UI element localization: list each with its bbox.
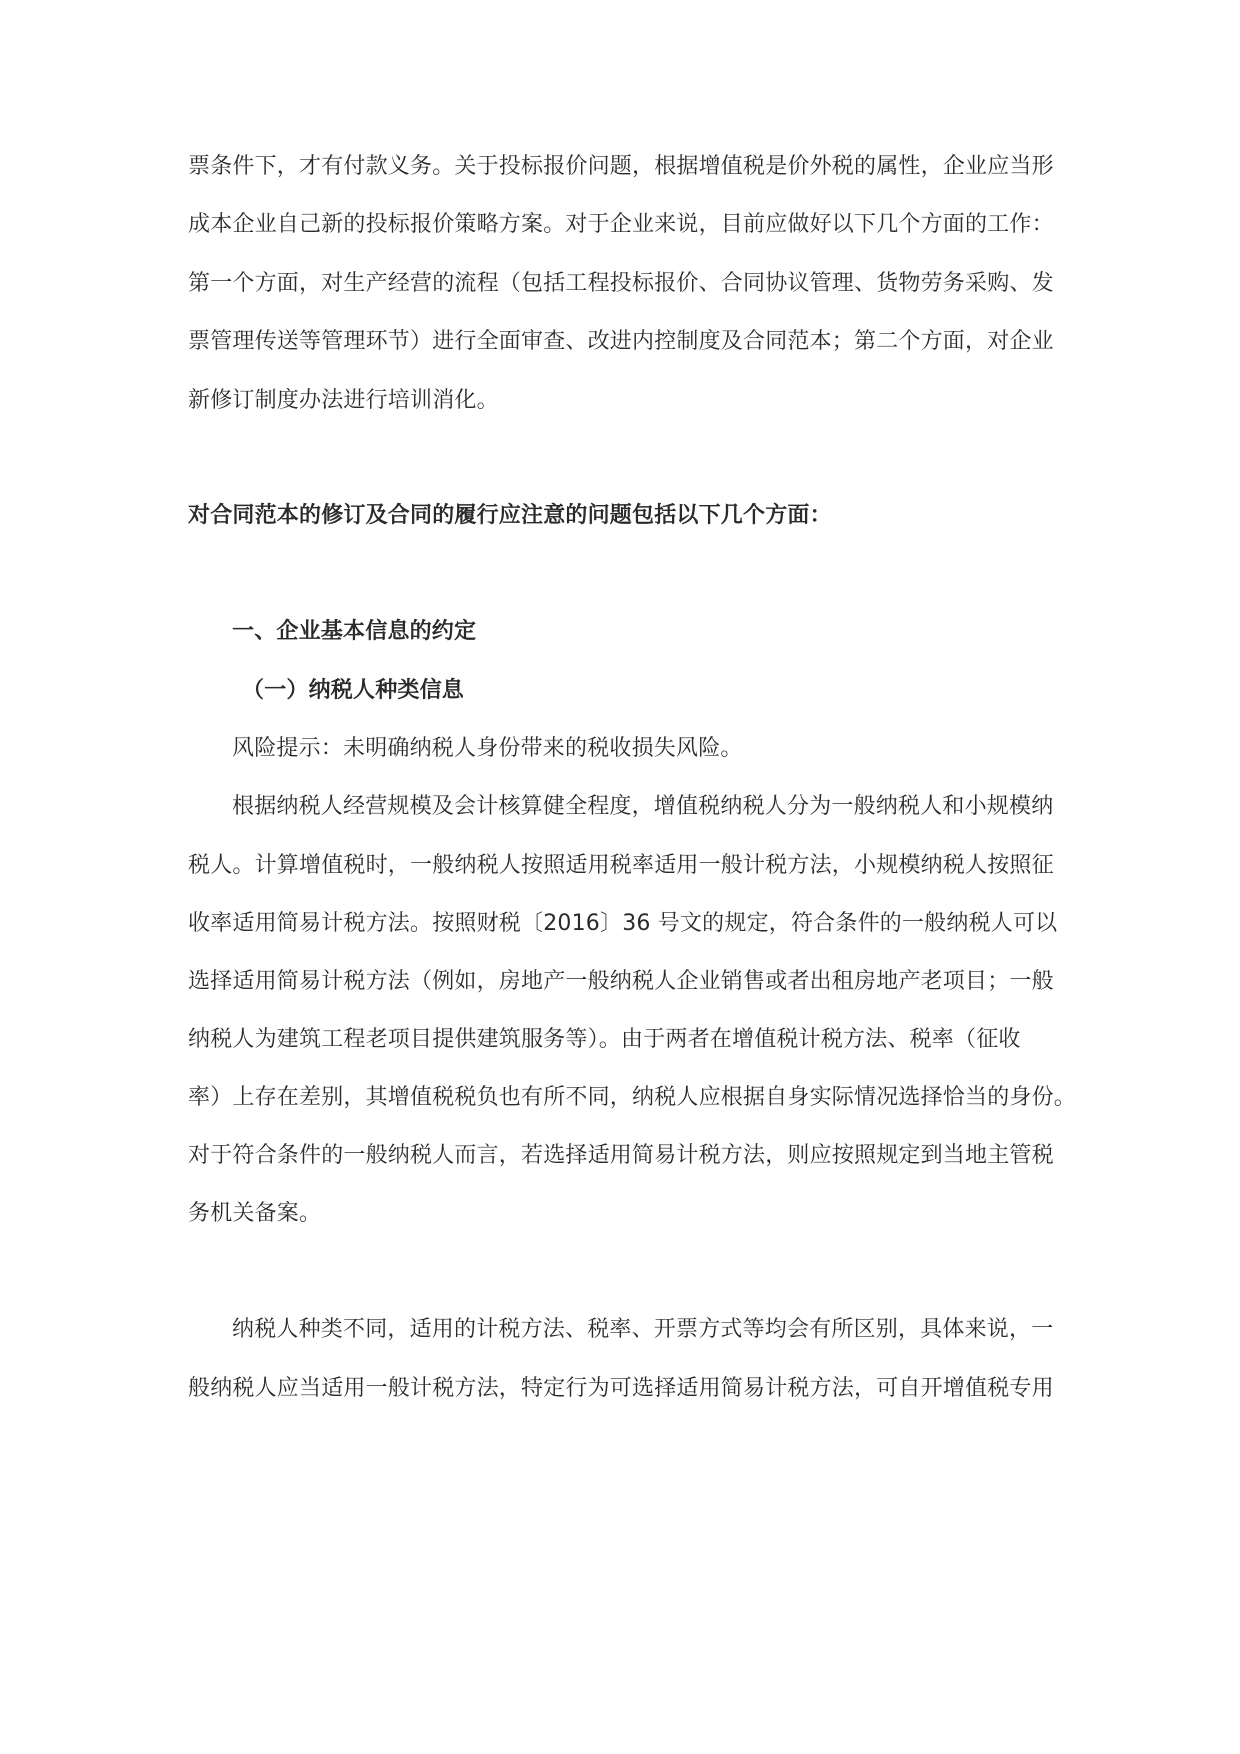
intro-heading: 对合同范本的修订及合同的履行应注意的问题包括以下几个方面： [188, 503, 832, 528]
paragraph-line: 票管理传送等管理环节）进行全面审查、改进内控制度及合同范本；第二个方面，对企业 [188, 329, 1054, 354]
paragraph-line: 般纳税人应当适用一般计税方法，特定行为可选择适用简易计税方法，可自开增值税专用 [188, 1376, 1054, 1401]
paragraph-line: 对于符合条件的一般纳税人而言，若选择适用简易计税方法，则应按照规定到当地主管税 [188, 1143, 1054, 1168]
paragraph-line: 纳税人种类不同，适用的计税方法、税率、开票方式等均会有所区别，具体来说，一 [232, 1317, 1054, 1342]
paragraph-line: 根据纳税人经营规模及会计核算健全程度，增值税纳税人分为一般纳税人和小规模纳 [232, 794, 1054, 819]
section-heading: 一、企业基本信息的约定 [232, 619, 477, 644]
paragraph-line: 成本企业自己新的投标报价策略方案。对于企业来说，目前应做好以下几个方面的工作： [188, 212, 1054, 237]
paragraph-line: 务机关备案。 [188, 1201, 322, 1226]
paragraph-line: 收率适用简易计税方法。按照财税〔2016〕36 号文的规定，符合条件的一般纳税人可以 [188, 911, 1058, 936]
paragraph-line: 第一个方面，对生产经营的流程（包括工程投标报价、合同协议管理、货物劳务采购、发 [188, 271, 1054, 296]
paragraph-line: 选择适用简易计税方法（例如，房地产一般纳税人企业销售或者出租房地产老项目；一般 [188, 969, 1054, 994]
risk-tip: 风险提示：未明确纳税人身份带来的税收损失风险。 [232, 736, 743, 761]
paragraph-line: 票条件下，才有付款义务。关于投标报价问题，根据增值税是价外税的属性，企业应当形 [188, 154, 1054, 179]
subsection-heading: （一）纳税人种类信息 [242, 678, 465, 703]
paragraph-line: 纳税人为建筑工程老项目提供建筑服务等）。由于两者在增值税计税方法、税率（征收 [188, 1027, 1021, 1052]
paragraph-line: 率）上存在差别，其增值税税负也有所不同，纳税人应根据自身实际情况选择恰当的身份。 [188, 1085, 1077, 1110]
paragraph-line: 新修订制度办法进行培训消化。 [188, 388, 499, 413]
paragraph-line: 税人。计算增值税时，一般纳税人按照适用税率适用一般计税方法，小规模纳税人按照征 [188, 853, 1054, 878]
